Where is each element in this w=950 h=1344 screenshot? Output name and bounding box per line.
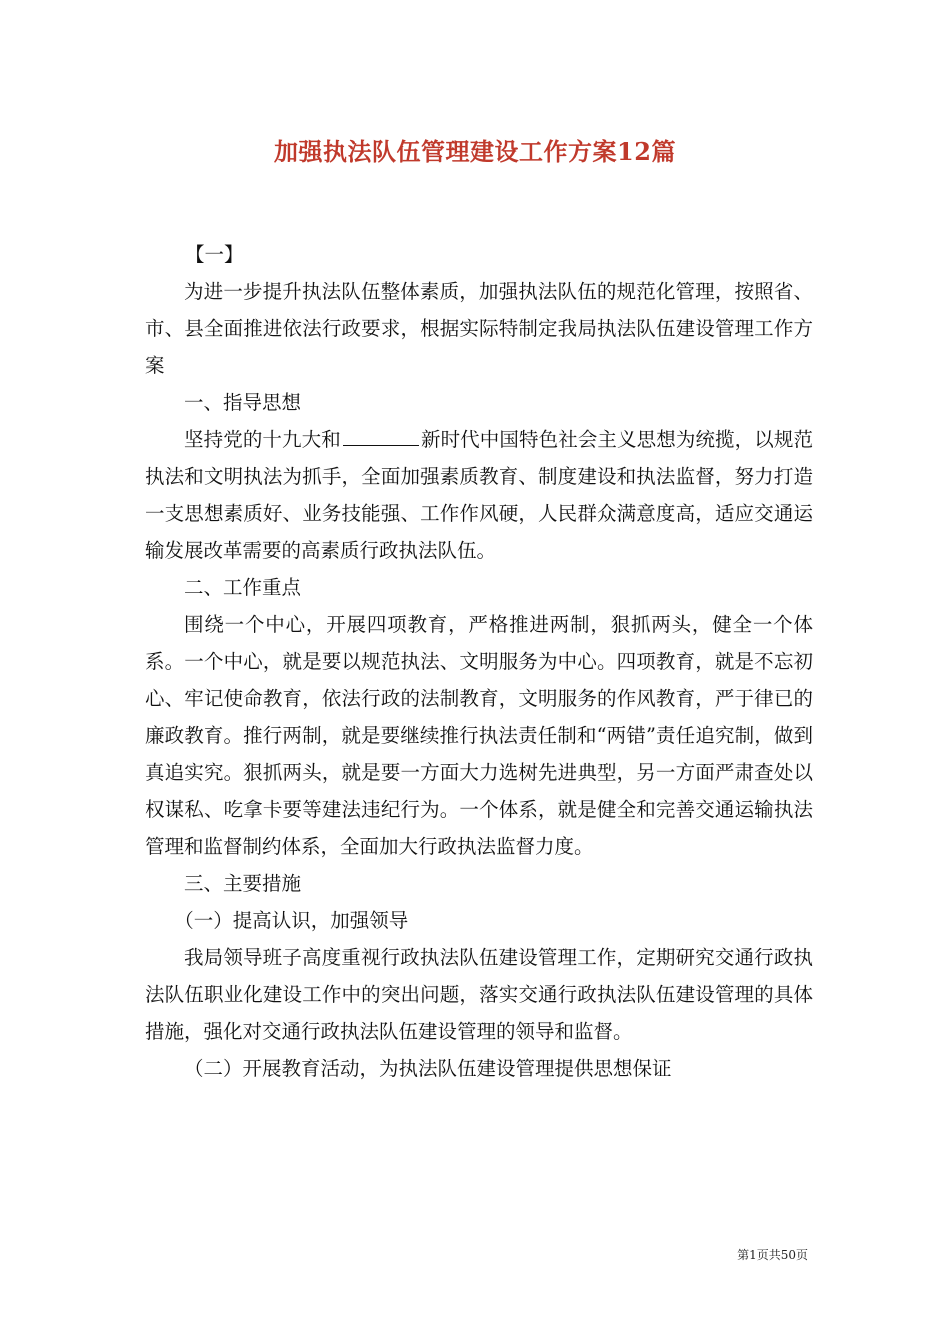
blank-underline	[343, 426, 419, 446]
heading-work-focus: 二、工作重点	[184, 576, 302, 599]
paragraph-raise-awareness: 我局领导班子高度重视行政执法队伍建设管理工作，定期研究交通行政执法队伍职业化建设工作中的突出问题，落实交通行政执法队伍建设管理的具体措施，强化对交通行政执法队伍建设管理的领导和监督。	[145, 946, 813, 1043]
subheading-raise-awareness: （一）提高认识，加强领导	[174, 909, 409, 932]
page-footer: 第1页共50页	[737, 1248, 808, 1262]
document-body	[145, 236, 813, 1087]
paragraph-text-after-blank: 新时代中国特色社会主义思想为统揽，以规范执法和文明执法为抓手，全面加强素质教育、制度建设和执法监督，努力打造一支思想素质好、业务技能强、工作作风硬，人民群众满意度高，适应交通运输发展改革需要的高素质行政执法队伍。	[145, 428, 813, 562]
paragraph-guiding-thought	[145, 421, 813, 569]
paragraph-work-focus: 围绕一个中心，开展四项教育，严格推进两制，狠抓两头，健全一个体系。一个中心，就是要以规范执法、文明服务为中心。四项教育，就是不忘初心、牢记使命教育，依法行政的法制教育，文明服务的作风教育，严于律已的廉政教育。推行两制，就是要继续推行执法责任制和“两错”责任追究制，做到真追实究。狠抓两头，就是要一方面大力选树先进典型，另一方面严肃查处以权谋私、吃拿卡要等建法违纪行为。一个体系，就是健全和完善交通运输执法管理和监督制约体系，全面加大行政执法监督力度。	[145, 613, 813, 858]
heading-guiding-thought: 一、指导思想	[184, 391, 302, 414]
heading-main-measures: 三、主要措施	[184, 872, 302, 895]
section-label: 【一】	[185, 243, 244, 266]
document-title: 加强执法队伍管理建设工作方案12篇	[274, 137, 676, 166]
subheading-education-activities: （二）开展教育活动，为执法队伍建设管理提供思想保证	[184, 1057, 672, 1080]
paragraph-text-before-blank: 坚持党的十九大和	[184, 428, 341, 451]
intro-paragraph: 为进一步提升执法队伍整体素质，加强执法队伍的规范化管理，按照省、市、县全面推进依法行政要求，根据实际特制定我局执法队伍建设管理工作方案	[145, 280, 813, 377]
